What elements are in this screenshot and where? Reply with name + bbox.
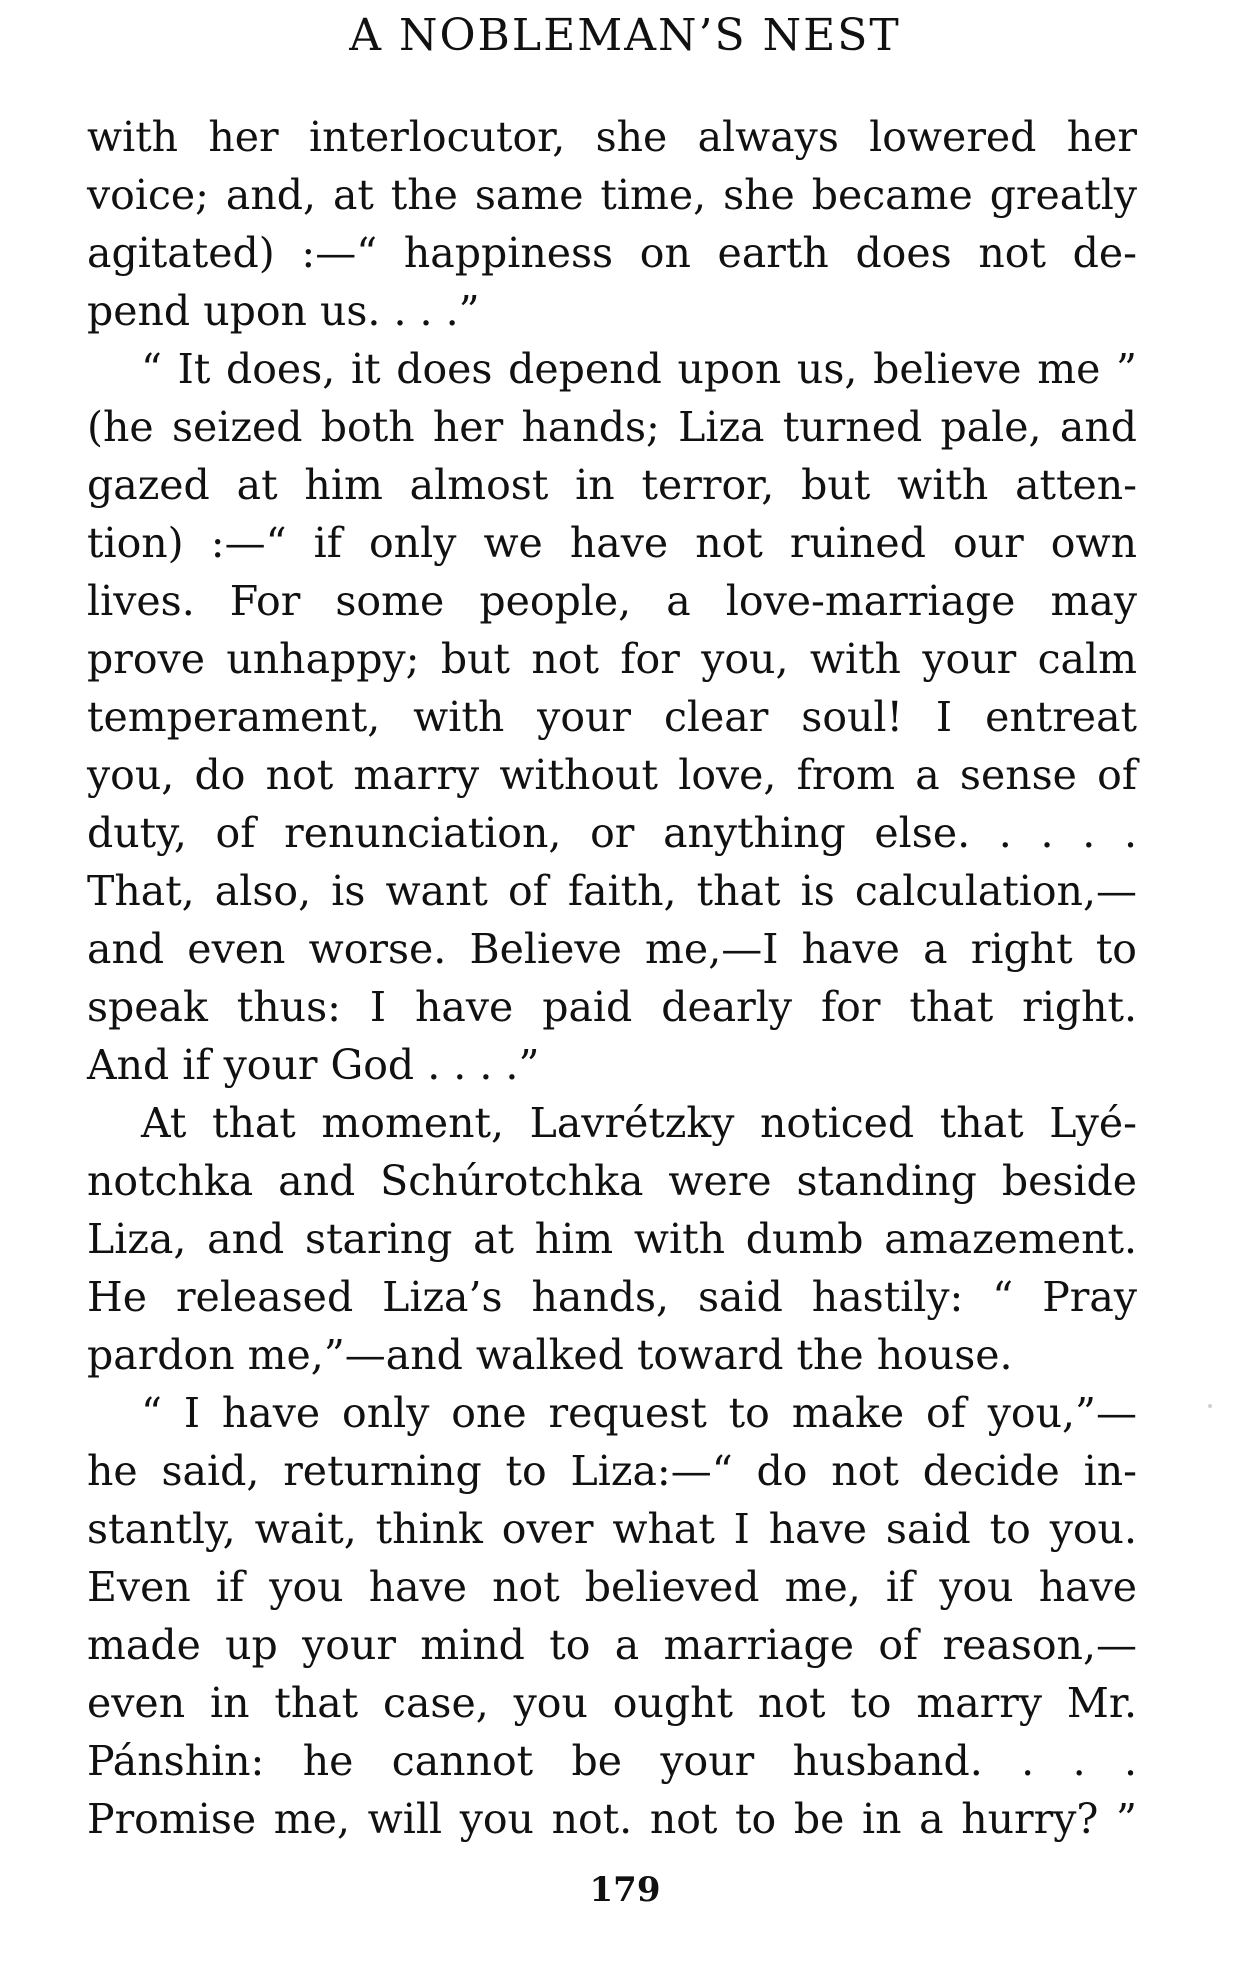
text-line: stantly, wait, think over what I have said to you. [87,1505,1137,1553]
text-line: At that moment, Lavrétzky noticed that Lyé- [141,1099,1137,1147]
running-head: A NOBLEMAN’S NEST [349,10,901,61]
text-line: Promise me, will you not. not to be in a hurry? ” [87,1795,1137,1843]
text-line: with her interlocutor, she always lowered her [87,113,1137,161]
text-line: temperament, with your clear soul! I entreat [87,693,1137,741]
text-line: Pánshin: he cannot be your husband. . . . [87,1737,1137,1785]
text-line: (he seized both her hands; Liza turned pale, and [87,403,1137,451]
text-line: agitated) :—“ happiness on earth does not de- [87,229,1137,277]
text-line: gazed at him almost in terror, but with atten- [87,461,1137,509]
text-line: even in that case, you ought not to marry Mr. [87,1679,1137,1727]
text-line: speak thus: I have paid dearly for that right. [87,983,1137,1031]
text-line: notchka and Schúrotchka were standing beside [87,1157,1137,1205]
text-line: duty, of renunciation, or anything else. . . . . [87,809,1137,857]
text-line: voice; and, at the same time, she became greatly [87,171,1137,219]
text-line: And if your God . . . .” [87,1041,540,1089]
text-line: tion) :—“ if only we have not ruined our own [87,519,1137,567]
text-line: pardon me,”—and walked toward the house. [87,1331,1013,1379]
text-line: He released Liza’s hands, said hastily: “ Pray [87,1273,1137,1321]
text-line: “ It does, it does depend upon us, believe me ” [141,345,1137,393]
text-line: lives. For some people, a love-marriage may [87,577,1137,625]
text-line: you, do not marry without love, from a sense of [87,751,1137,799]
text-line: pend upon us. . . .” [87,287,480,335]
text-line: Even if you have not believed me, if you have [87,1563,1137,1611]
text-line: he said, returning to Liza:—“ do not decide in- [87,1447,1137,1495]
text-line: and even worse. Believe me,—I have a right to [87,925,1137,973]
text-line: “ I have only one request to make of you,”— [141,1389,1137,1437]
text-line: That, also, is want of faith, that is calculation,— [87,867,1137,915]
text-line: Liza, and staring at him with dumb amazement. [87,1215,1137,1263]
body-text [87,108,1137,1848]
page-number: 179 [589,1870,661,1910]
scan-speck [1208,1404,1212,1408]
text-line: made up your mind to a marriage of reason,— [87,1621,1137,1669]
text-line: prove unhappy; but not for you, with your calm [87,635,1137,683]
